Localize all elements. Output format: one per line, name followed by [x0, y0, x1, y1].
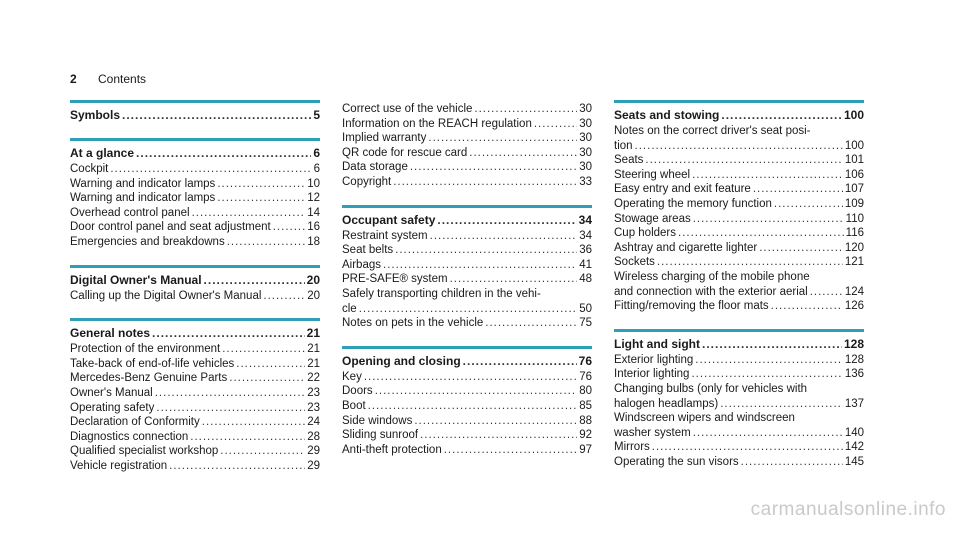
dot-leader [720, 397, 843, 412]
entry-text: Cup holders [614, 227, 677, 240]
toc-entry[interactable] [614, 426, 864, 441]
dot-leader [202, 415, 305, 430]
toc-entry[interactable] [342, 414, 592, 429]
dot-leader [364, 370, 577, 385]
entry-text: Data storage [342, 161, 408, 174]
section-page: 100 [843, 108, 864, 122]
dot-leader [534, 117, 577, 132]
entry-page: 50 [579, 302, 592, 315]
toc-entry[interactable] [70, 342, 320, 357]
dot-leader [263, 289, 305, 304]
toc-entry[interactable] [70, 177, 320, 192]
toc-entry[interactable] [342, 370, 592, 385]
section-divider [342, 346, 592, 349]
entry-text: Warning and indicator lamps [70, 177, 216, 190]
section-page: 5 [313, 108, 320, 122]
entry-text: Easy entry and exit feature [614, 183, 751, 196]
section-heading-link[interactable] [70, 325, 320, 341]
page-header [70, 72, 146, 86]
dot-leader [359, 302, 578, 317]
entry-text: QR code for rescue card [342, 146, 468, 159]
entry-page: 75 [579, 317, 592, 330]
toc-column-middle [342, 102, 592, 472]
dot-leader [474, 102, 577, 117]
dot-leader [692, 168, 843, 183]
toc-entry[interactable] [342, 175, 592, 190]
entry-page: 142 [844, 441, 864, 454]
toc-entry[interactable] [614, 299, 864, 314]
entry-text: Seats [614, 154, 644, 167]
toc-entry[interactable] [70, 206, 320, 221]
dot-leader [383, 258, 577, 273]
entry-text: Sliding sunroof [342, 429, 419, 442]
section-heading-link[interactable] [70, 272, 320, 288]
dot-leader [693, 212, 844, 227]
dot-leader [375, 384, 578, 399]
entry-text: Operating the memory function [614, 197, 772, 210]
entry-page: 107 [844, 183, 864, 196]
toc-entry[interactable] [614, 212, 864, 227]
entry-text: Restraint system [342, 229, 428, 242]
dot-leader [753, 182, 843, 197]
toc-entry[interactable] [70, 191, 320, 206]
dot-leader [227, 235, 306, 250]
entry-page: 140 [844, 426, 864, 439]
section-divider [342, 205, 592, 208]
dot-leader [192, 206, 306, 221]
entry-page: 100 [844, 139, 864, 152]
toc-entry[interactable] [614, 226, 864, 241]
dot-leader [393, 175, 577, 190]
toc-entry[interactable] [70, 220, 320, 235]
section-title: Digital Owner's Manual [70, 272, 202, 287]
toc-entry[interactable] [614, 153, 864, 168]
toc-entry[interactable] [342, 102, 592, 117]
entry-text: Exterior lighting [614, 353, 694, 366]
entry-page: 34 [579, 229, 592, 242]
dot-leader [652, 440, 843, 455]
section-title: Opening and closing [342, 353, 461, 368]
dot-leader [410, 160, 577, 175]
dot-leader [217, 191, 305, 206]
dot-leader [657, 255, 843, 270]
entry-text: Notes on pets in the vehicle [342, 317, 484, 330]
entry-page: 14 [307, 206, 320, 219]
section-title: Light and sight [614, 336, 700, 351]
toc-entry[interactable] [614, 353, 864, 368]
entry-text: Stowage areas [614, 212, 691, 225]
toc-section [70, 265, 320, 304]
section-title: At a glance [70, 146, 135, 160]
toc-entry[interactable] [614, 382, 864, 397]
entry-text: Diagnostics connection [70, 430, 189, 443]
toc-entry[interactable] [614, 455, 864, 470]
entry-text: Sockets [614, 256, 655, 269]
entry-page: 18 [307, 235, 320, 248]
entry-page: 20 [307, 289, 320, 302]
entry-page: 10 [307, 177, 320, 190]
entry-page: 109 [844, 197, 864, 210]
dot-leader [759, 241, 843, 256]
entry-text: Mercedes-Benz Genuine Parts [70, 372, 228, 385]
entry-text: Seat belts [342, 244, 394, 257]
page-title: Contents [98, 72, 147, 86]
section-title: Occupant safety [342, 212, 436, 227]
entry-text: Mirrors [614, 441, 650, 454]
section-heading-link[interactable] [70, 145, 320, 161]
toc-entry[interactable] [614, 270, 864, 285]
section-page: 21 [306, 326, 320, 341]
toc-entry[interactable] [614, 397, 864, 412]
dot-leader [428, 131, 577, 146]
entry-page: 101 [844, 154, 864, 167]
section-heading-link[interactable] [342, 212, 592, 228]
page-number: 2 [70, 72, 77, 86]
toc-section [342, 346, 592, 458]
entry-text: Cockpit [70, 163, 109, 175]
toc-entry[interactable] [614, 182, 864, 197]
entry-page: 23 [307, 401, 320, 414]
dot-leader [771, 299, 843, 314]
entry-page: 6 [313, 163, 320, 175]
entry-page: 28 [307, 430, 320, 443]
entry-text: washer system [614, 426, 691, 439]
entry-page: 110 [845, 212, 864, 225]
dot-leader [152, 325, 305, 341]
entry-page: 137 [844, 397, 864, 410]
entry-page: 30 [579, 146, 592, 159]
toc-entry[interactable] [70, 430, 320, 445]
dot-leader [229, 371, 305, 386]
entry-page: 33 [579, 175, 592, 188]
toc-section [70, 138, 320, 250]
toc-entry[interactable] [70, 401, 320, 416]
entry-page: 128 [844, 353, 864, 366]
toc-entry[interactable] [342, 302, 592, 317]
toc-entry[interactable] [342, 243, 592, 258]
dot-leader [450, 272, 578, 287]
toc-section [614, 100, 864, 314]
entry-page: 21 [307, 357, 320, 370]
entry-page: 24 [307, 416, 320, 429]
entry-page: 85 [579, 399, 592, 412]
entry-text: Warning and indicator lamps [70, 192, 216, 205]
toc-entry[interactable] [342, 384, 592, 399]
dot-leader [678, 226, 844, 241]
toc-entry[interactable] [614, 241, 864, 256]
entry-text: Operating safety [70, 401, 155, 414]
entry-page: 76 [579, 370, 592, 383]
toc-entry[interactable] [342, 160, 592, 175]
toc-entry[interactable] [614, 197, 864, 212]
dot-leader [693, 426, 843, 441]
dot-leader [414, 414, 577, 429]
entry-text: Owner's Manual [70, 386, 153, 399]
toc-entry[interactable] [70, 459, 320, 474]
toc-entry[interactable] [614, 124, 864, 139]
entry-text: cle [342, 302, 357, 315]
entry-text: PRE-SAFE® system [342, 273, 448, 286]
dot-leader [122, 107, 311, 123]
entry-page: 136 [844, 368, 864, 381]
section-divider [70, 265, 320, 268]
entry-page: 88 [579, 414, 592, 427]
dot-leader [273, 220, 305, 235]
entry-text: Correct use of the vehicle [342, 103, 473, 115]
toc-entry[interactable] [342, 131, 592, 146]
entry-text: Calling up the Digital Owner's Manual [70, 289, 262, 302]
section-divider [614, 100, 864, 103]
section-page: 76 [578, 353, 592, 368]
watermark: carmanualsonline.info [750, 499, 946, 520]
section-heading-link[interactable] [342, 353, 592, 369]
toc-entry[interactable] [342, 258, 592, 273]
entry-text: Emergencies and breakdowns [70, 235, 225, 248]
entry-page: 120 [844, 241, 864, 254]
entry-text: tion [614, 139, 633, 152]
entry-text: Operating the sun visors [614, 455, 739, 468]
section-divider [70, 138, 320, 141]
entry-text: Windscreen wipers and windscreen [614, 412, 795, 425]
entry-page: 48 [579, 273, 592, 286]
entry-text: Interior lighting [614, 368, 690, 381]
entry-text: Steering wheel [614, 168, 691, 181]
entry-page: 124 [844, 285, 864, 298]
toc-section [614, 329, 864, 470]
entry-page: 29 [307, 445, 320, 458]
entry-page: 30 [579, 132, 592, 145]
entry-page: 30 [579, 161, 592, 174]
entry-page: 30 [579, 103, 592, 115]
entry-text: Ashtray and cigarette lighter [614, 241, 758, 254]
toc-entry[interactable] [70, 386, 320, 401]
dot-leader [156, 401, 305, 416]
dot-leader [695, 353, 843, 368]
entry-page: 12 [307, 192, 320, 205]
section-heading-link[interactable] [614, 336, 864, 352]
entry-page: 97 [579, 443, 592, 456]
entry-text: and connection with the exterior aerial [614, 285, 808, 298]
toc-entry[interactable] [342, 229, 592, 244]
entry-page: 80 [579, 385, 592, 398]
entry-text: Boot [342, 399, 366, 412]
entry-text: Qualified specialist workshop [70, 445, 219, 458]
dot-leader [204, 272, 305, 288]
section-heading-link[interactable] [614, 107, 864, 123]
toc-section [342, 102, 592, 190]
section-divider [614, 329, 864, 332]
toc-entry[interactable] [614, 255, 864, 270]
dot-leader [110, 162, 311, 177]
entry-page: 30 [579, 117, 592, 130]
entry-page: 121 [844, 256, 864, 269]
toc-entry[interactable] [342, 272, 592, 287]
toc-entry[interactable] [614, 440, 864, 455]
entry-text: Protection of the environment [70, 343, 221, 356]
entry-text: Changing bulbs (only for vehicles with [614, 382, 808, 395]
dot-leader [220, 444, 305, 459]
entry-text: Wireless charging of the mobile phone [614, 270, 810, 283]
toc-column-right [614, 100, 864, 484]
toc-entry[interactable] [70, 444, 320, 459]
entry-text: Information on the REACH regulation [342, 117, 532, 130]
dot-leader [721, 107, 842, 123]
entry-text: Side windows [342, 414, 413, 427]
section-heading-link[interactable] [70, 107, 320, 123]
dot-leader [217, 177, 305, 192]
dot-leader [368, 399, 578, 414]
dot-leader [236, 357, 305, 372]
toc-section [342, 205, 592, 331]
toc-entry[interactable] [342, 146, 592, 161]
section-page: 20 [306, 272, 320, 287]
toc-entry[interactable] [70, 415, 320, 430]
section-divider [70, 100, 320, 103]
entry-page: 126 [844, 300, 864, 313]
section-divider [70, 318, 320, 321]
section-title: Seats and stowing [614, 108, 720, 122]
dot-leader [136, 145, 311, 161]
toc-entry[interactable] [342, 117, 592, 132]
toc-entry[interactable] [614, 168, 864, 183]
section-title: Symbols [70, 108, 121, 122]
dot-leader [635, 139, 843, 154]
dot-leader [190, 430, 305, 445]
dot-leader [463, 353, 577, 369]
dot-leader [485, 316, 577, 331]
entry-text: Vehicle registration [70, 459, 168, 472]
entry-page: 36 [579, 244, 592, 257]
dot-leader [437, 212, 576, 228]
toc-entry[interactable] [342, 428, 592, 443]
entry-text: Declaration of Conformity [70, 416, 200, 429]
toc-column-left [70, 100, 320, 489]
dot-leader [741, 455, 843, 470]
entry-text: Doors [342, 385, 373, 398]
toc-entry[interactable] [342, 287, 592, 302]
toc-entry[interactable] [70, 371, 320, 386]
toc-entry[interactable] [614, 367, 864, 382]
entry-text: Notes on the correct driver's seat posi- [614, 125, 811, 137]
toc-section [70, 100, 320, 123]
section-page: 128 [843, 336, 864, 351]
entry-text: halogen headlamps) [614, 397, 719, 410]
entry-text: Anti-theft protection [342, 443, 442, 456]
section-title: General notes [70, 326, 151, 341]
dot-leader [420, 428, 577, 443]
dot-leader [155, 386, 305, 401]
dot-leader [645, 153, 842, 168]
entry-text: Copyright [342, 175, 392, 188]
entry-page: 29 [307, 459, 320, 472]
section-page: 6 [313, 146, 320, 160]
toc-entry[interactable] [70, 357, 320, 372]
dot-leader [469, 146, 577, 161]
entry-page: 41 [579, 258, 592, 271]
toc-entry[interactable] [342, 443, 592, 458]
dot-leader [430, 229, 578, 244]
entry-text: Airbags [342, 258, 381, 271]
entry-text: Implied warranty [342, 132, 427, 145]
dot-leader [702, 336, 842, 352]
dot-leader [691, 367, 842, 382]
toc-section [70, 318, 320, 473]
toc-entry[interactable] [342, 399, 592, 414]
entry-page: 92 [579, 429, 592, 442]
entry-page: 22 [307, 372, 320, 385]
toc-entry[interactable] [70, 162, 320, 177]
toc-entry[interactable] [342, 316, 592, 331]
toc-entry[interactable] [614, 285, 864, 300]
toc-entry[interactable] [70, 235, 320, 250]
toc-entry[interactable] [614, 139, 864, 154]
entry-page: 21 [307, 343, 320, 356]
entry-page: 145 [844, 455, 864, 468]
entry-page: 116 [845, 227, 864, 240]
dot-leader [169, 459, 305, 474]
dot-leader [810, 285, 843, 300]
entry-text: Door control panel and seat adjustment [70, 221, 271, 234]
entry-text: Fitting/removing the floor mats [614, 300, 769, 313]
entry-page: 106 [844, 168, 864, 181]
entry-text: Overhead control panel [70, 206, 190, 219]
dot-leader [774, 197, 843, 212]
entry-text: Safely transporting children in the vehi- [342, 287, 541, 300]
section-page: 34 [578, 212, 592, 227]
dot-leader [395, 243, 577, 258]
entry-text: Take-back of end-of-life vehicles [70, 357, 235, 370]
toc-entry[interactable] [614, 411, 864, 426]
dot-leader [444, 443, 577, 458]
entry-text: Key [342, 370, 362, 383]
dot-leader [222, 342, 305, 357]
toc-entry[interactable] [70, 289, 320, 304]
entry-page: 23 [307, 386, 320, 399]
entry-page: 16 [307, 221, 320, 234]
